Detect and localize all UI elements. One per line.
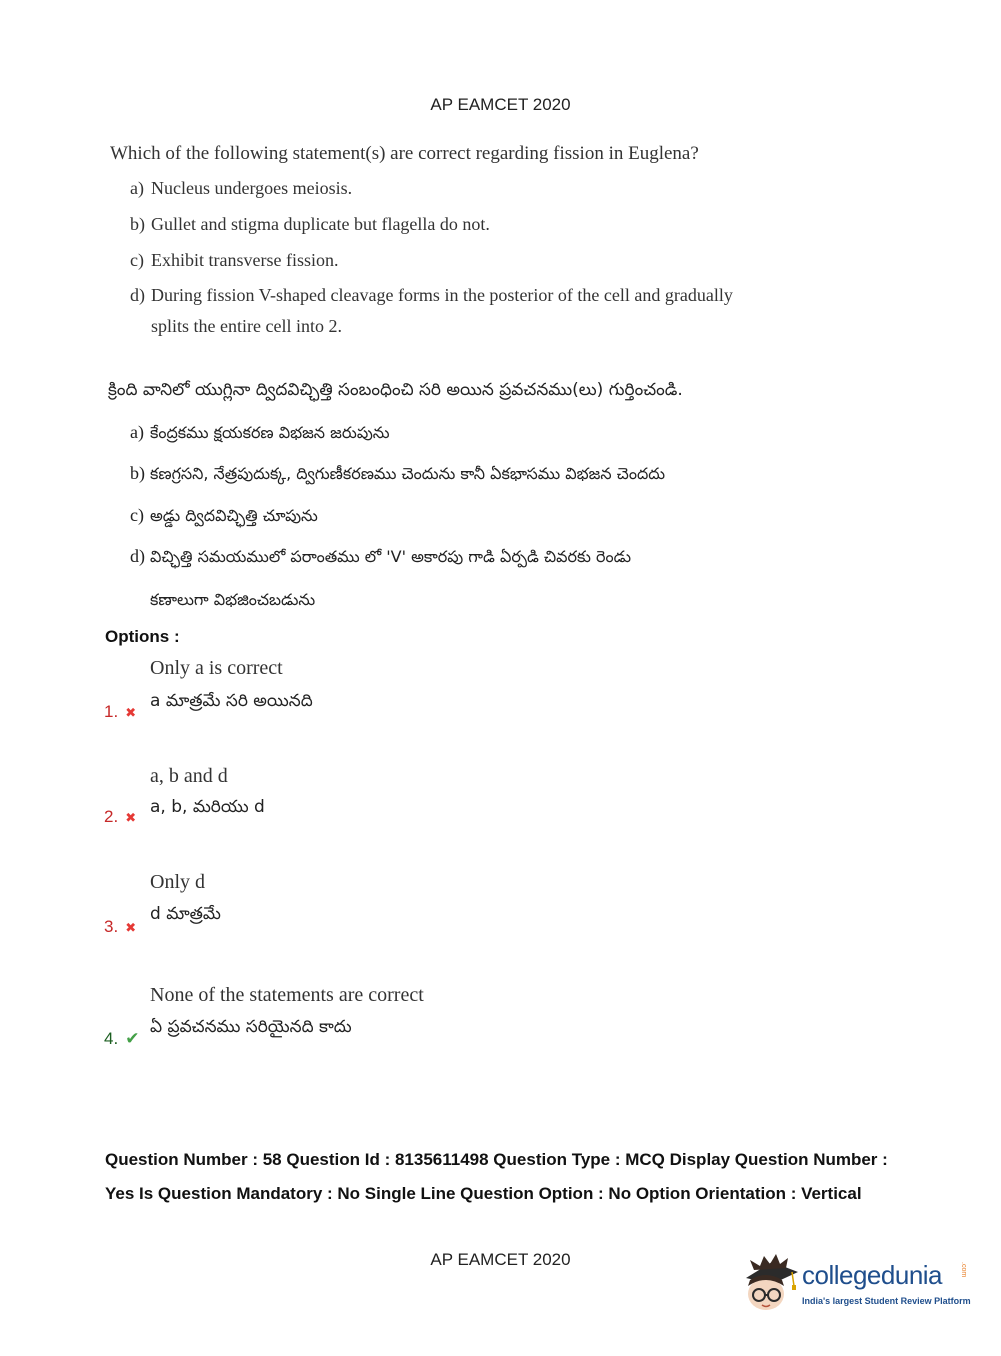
option-2-telugu: a, b, మరియు d [150, 797, 265, 817]
cross-icon: ✖ [125, 810, 137, 825]
statement-text: Exhibit transverse fission. [151, 250, 339, 270]
statement-d-telugu [130, 546, 631, 570]
statement-text: అడ్డు ద్విదవిచ్ఛిత్తి చూపును [150, 506, 318, 525]
question-text-english: Which of the following statement(s) are correct regarding fission in Euglena? [110, 143, 699, 164]
page-header: AP EAMCET 2020 [430, 95, 571, 114]
page-footer: AP EAMCET 2020 [430, 1250, 571, 1269]
options-heading: Options : [105, 627, 180, 646]
statement-continuation: splits the entire cell into 2. [151, 316, 342, 336]
option-4-english: None of the statements are correct [150, 984, 424, 1006]
statement-text: During fission V-shaped cleavage forms in the posterior of the cell and gradually [151, 285, 733, 305]
statement-label: d) [130, 546, 145, 566]
cross-icon: ✖ [125, 920, 137, 935]
option-1-english: Only a is correct [150, 657, 283, 679]
statement-a-telugu [130, 422, 390, 446]
statement-text: విచ్ఛిత్తి సమయములో పరాంతము లో 'V' అకారపు గాడి ఏర్పడి చివరకు రెండు [150, 547, 631, 566]
check-icon: ✔ [125, 1029, 140, 1048]
statement-label: d) [130, 285, 145, 305]
logo-wordmark: collegedunia [802, 1260, 943, 1290]
cross-icon: ✖ [125, 705, 137, 720]
logo-tagline: India's largest Student Review Platform [802, 1296, 971, 1306]
option-number-label: 3. [104, 917, 119, 936]
option-1-number [104, 702, 136, 722]
statement-d-english [130, 285, 733, 337]
option-3-telugu: d మాత్రమే [150, 904, 221, 924]
collegedunia-logo [742, 1252, 972, 1318]
option-3-english: Only d [150, 871, 205, 893]
statement-label: c) [130, 505, 144, 525]
option-4-telugu: ఏ ప్రవచనము సరియైనది కాదు [150, 1017, 352, 1037]
statement-text: Nucleus undergoes meiosis. [151, 178, 353, 198]
statement-label: a) [130, 178, 144, 198]
option-2-number [104, 807, 136, 827]
option-number-label: 4. [104, 1029, 119, 1048]
statement-label: b) [130, 463, 145, 483]
statement-continuation-telugu: కణాలుగా విభజించబడును [150, 590, 316, 609]
question-text-telugu: క్రింది వానిలో యుగ్లినా ద్విదవిచ్ఛిత్తి సంబంధించి సరి అయిన ప్రవచనము(లు) గుర్తించండి. [108, 380, 683, 400]
statement-c-english [130, 250, 338, 271]
statement-c-telugu [130, 505, 318, 529]
statement-label: b) [130, 214, 145, 234]
option-number-label: 2. [104, 807, 119, 826]
option-3-number [104, 917, 136, 937]
statement-text: Gullet and stigma duplicate but flagella do not. [151, 214, 490, 234]
option-2-english: a, b and d [150, 765, 228, 787]
logo-tld: .com [960, 1262, 967, 1278]
question-metadata: Question Number : 58 Question Id : 8135611498 Question Type : MCQ Display Question Number : Yes Is Question Mandatory : No Single Line Question Option : No Option Orientation : Vertical [105, 1150, 888, 1203]
statement-text: కణగ్రసని, నేత్రపుదుక్క, ద్విగుణీకరణము చెందును కానీ ఏకభాసము విభజన చెందదు [150, 464, 666, 483]
option-1-telugu: a మాత్రమే సరి అయినది [150, 691, 313, 711]
mascot-icon [742, 1252, 800, 1312]
statement-label: a) [130, 422, 144, 442]
option-number-label: 1. [104, 702, 119, 721]
statement-b-english [130, 214, 490, 235]
statement-b-telugu [130, 463, 665, 487]
statement-text: కేంద్రకము క్షయకరణ విభజన జరుపును [150, 423, 390, 442]
option-4-number [104, 1029, 139, 1049]
statement-label: c) [130, 250, 144, 270]
statement-a-english [130, 178, 352, 199]
